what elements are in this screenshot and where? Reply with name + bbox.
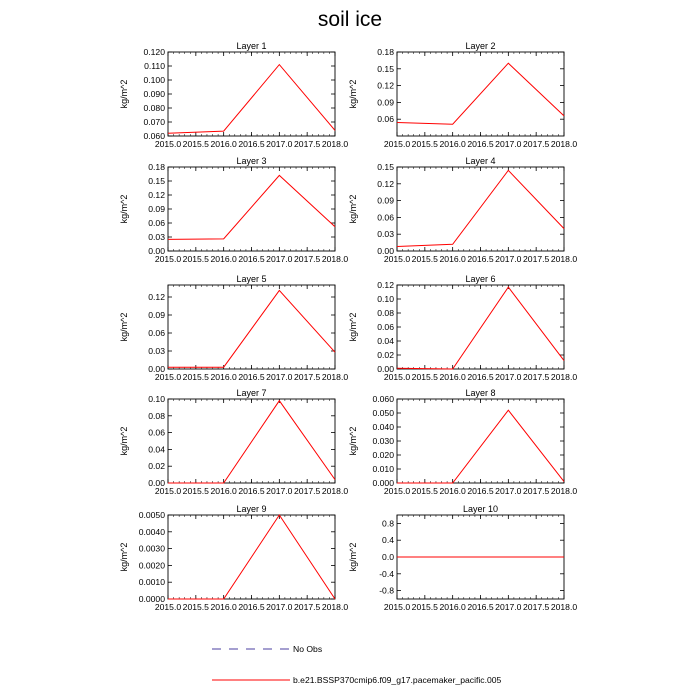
x-tick-label: 2016.0 [439,486,466,496]
panel-title: Layer 6 [465,274,496,284]
y-tick-label: 0.06 [148,427,165,438]
series-line [168,515,335,599]
y-tick-label: 0.08 [148,410,165,421]
x-tick-label: 2018.0 [321,602,349,612]
y-tick-label: 0.0010 [138,577,165,588]
y-tick-label: 0.0020 [138,560,165,571]
x-tick-label: 2017.0 [266,372,293,382]
y-tick-label: 0.0030 [138,543,165,554]
panel-9 [119,504,348,612]
x-tick-label: 2017.5 [294,602,321,612]
x-tick-label: 2015.0 [383,486,411,496]
panel-3 [119,156,348,264]
y-tick-label: 0.00 [148,364,165,374]
series-line [168,290,335,367]
y-axis-label: kg/m^2 [348,312,358,342]
x-tick-label: 2018.0 [321,139,349,149]
y-tick-label: 0.12 [148,190,165,200]
y-tick-label: 0.03 [148,346,165,356]
y-tick-label: 0.15 [377,162,394,172]
x-tick-label: 2016.0 [439,139,466,149]
x-tick-label: 2018.0 [550,139,578,149]
y-tick-label: 0.090 [143,89,165,99]
x-tick-label: 2016.5 [238,602,265,612]
y-tick-label: 0.0 [382,552,394,562]
y-tick-label: 0.02 [148,461,165,472]
plot-frame [168,167,335,251]
y-tick-label: 0.02 [377,350,394,360]
y-tick-label: 0.040 [372,422,394,432]
y-tick-label: 0.050 [372,408,394,418]
x-tick-label: 2018.0 [321,254,349,264]
x-tick-label: 2015.5 [411,139,438,149]
x-tick-label: 2015.0 [154,486,182,496]
x-tick-label: 2015.0 [154,602,182,612]
x-tick-label: 2016.5 [467,139,494,149]
x-tick-label: 2016.5 [238,486,265,496]
y-tick-label: 0.15 [377,63,394,74]
x-tick-label: 2017.5 [294,254,321,264]
panel-8 [348,388,577,496]
x-tick-label: 2018.0 [550,372,578,382]
x-tick-label: 2016.0 [210,372,237,382]
y-tick-label: 0.020 [372,450,394,460]
series-line [397,170,564,246]
y-tick-label: 0.04 [148,444,165,455]
x-tick-label: 2018.0 [321,372,349,382]
y-tick-label: 0.04 [377,336,394,346]
y-axis-label: kg/m^2 [348,194,358,224]
x-tick-label: 2017.5 [523,602,550,612]
plot-frame [397,399,564,483]
y-tick-label: 0.030 [372,436,394,446]
x-tick-label: 2015.5 [182,139,209,149]
x-tick-label: 2017.5 [294,139,321,149]
plot-frame [168,285,335,369]
plot-frame [168,52,335,136]
y-tick-label: 0.06 [377,212,394,223]
x-tick-label: 2015.0 [154,254,182,264]
x-tick-label: 2018.0 [550,486,578,496]
y-tick-label: 0.09 [148,204,165,214]
x-tick-label: 2015.5 [182,372,209,382]
panel-5 [119,274,348,382]
x-tick-label: 2016.5 [467,254,494,264]
x-tick-label: 2017.5 [294,486,321,496]
x-tick-label: 2017.0 [495,372,522,382]
x-tick-label: 2017.0 [266,486,293,496]
y-axis-label: kg/m^2 [119,426,129,456]
legend-label-no-obs: No Obs [293,644,323,654]
y-tick-label: 0.120 [143,47,165,57]
y-tick-label: 0.00 [377,246,394,256]
y-tick-label: 0.12 [377,80,394,91]
x-tick-label: 2017.5 [523,139,550,149]
x-tick-label: 2016.5 [238,254,265,264]
y-tick-label: 0.03 [377,229,394,240]
panel-title: Layer 5 [236,274,267,284]
x-tick-label: 2016.0 [210,139,237,149]
x-tick-label: 2016.0 [210,486,237,496]
series-line [168,175,335,239]
y-tick-label: 0.00 [148,478,165,488]
y-tick-label: 0.18 [148,162,165,172]
panel-title: Layer 9 [236,504,267,514]
x-tick-label: 2017.0 [495,254,522,264]
y-tick-label: 0.03 [148,232,165,242]
y-axis-label: kg/m^2 [119,542,129,572]
x-tick-label: 2017.0 [495,602,522,612]
y-tick-label: 0.060 [143,131,165,141]
y-tick-label: 0.10 [377,294,394,304]
legend [212,644,502,685]
y-tick-label: 0.09 [377,97,394,108]
x-tick-label: 2017.5 [523,486,550,496]
y-tick-label: 0.00 [377,364,394,374]
x-tick-label: 2015.5 [182,254,209,264]
panel-title: Layer 8 [465,388,496,398]
series-line [397,410,564,483]
x-tick-label: 2016.5 [467,486,494,496]
x-tick-label: 2016.0 [439,602,466,612]
y-tick-label: 0.09 [377,195,394,206]
y-tick-label: 0.060 [372,394,394,404]
x-tick-label: 2016.0 [439,372,466,382]
y-tick-label: 0.100 [143,75,165,85]
x-tick-label: 2016.5 [467,372,494,382]
y-tick-label: 0.0040 [138,526,165,537]
y-tick-label: 0.10 [148,394,165,404]
x-tick-label: 2018.0 [321,486,349,496]
legend-label-model: b.e21.BSSP370cmip6.f09_g17.pacemaker_pacific.005 [293,675,502,685]
x-tick-label: 2018.0 [550,254,578,264]
x-tick-label: 2015.5 [182,602,209,612]
y-axis-label: kg/m^2 [119,312,129,342]
x-tick-label: 2016.5 [238,372,265,382]
x-tick-label: 2015.0 [154,139,182,149]
x-tick-label: 2017.0 [266,139,293,149]
x-tick-label: 2015.0 [154,372,182,382]
x-tick-label: 2017.5 [523,254,550,264]
y-tick-label: 0.080 [143,103,165,113]
panel-7 [119,388,348,496]
x-tick-label: 2015.5 [411,372,438,382]
y-axis-label: kg/m^2 [348,79,358,109]
y-tick-label: -0.8 [379,585,394,596]
figure-title: soil ice [317,8,383,31]
y-tick-label: 0.06 [148,218,165,228]
y-tick-label: 0.4 [382,535,394,546]
x-tick-label: 2016.0 [210,254,237,264]
x-tick-label: 2016.0 [439,254,466,264]
x-tick-label: 2017.5 [523,372,550,382]
y-axis-label: kg/m^2 [348,542,358,572]
panel-1 [119,41,348,149]
x-tick-label: 2018.0 [550,602,578,612]
y-tick-label: -0.4 [379,568,394,579]
y-axis-label: kg/m^2 [119,194,129,224]
x-tick-label: 2017.0 [266,254,293,264]
y-tick-label: 0.12 [377,280,394,290]
x-tick-label: 2015.0 [383,254,411,264]
x-tick-label: 2016.5 [467,602,494,612]
y-tick-label: 0.00 [148,246,165,256]
x-tick-label: 2015.5 [182,486,209,496]
x-tick-label: 2015.5 [411,254,438,264]
y-tick-label: 0.010 [372,464,394,474]
x-tick-label: 2016.5 [238,139,265,149]
y-tick-label: 0.08 [377,308,394,318]
panel-title: Layer 10 [462,504,499,514]
series-line [397,287,564,369]
panel-4 [348,156,577,264]
y-tick-label: 0.12 [377,178,394,189]
series-line [168,65,335,134]
y-tick-label: 0.0000 [138,594,165,604]
x-tick-label: 2017.5 [294,372,321,382]
x-tick-label: 2015.5 [411,602,438,612]
x-tick-label: 2015.0 [383,602,411,612]
y-tick-label: 0.110 [144,61,165,71]
y-tick-label: 0.12 [148,292,165,302]
y-tick-label: 0.0050 [138,510,165,520]
panel-10 [348,504,577,612]
y-tick-label: 0.18 [377,47,394,57]
x-tick-label: 2015.0 [383,372,411,382]
x-tick-label: 2017.0 [495,486,522,496]
y-tick-label: 0.070 [143,117,165,127]
x-tick-label: 2015.5 [411,486,438,496]
panel-title: Layer 4 [465,156,496,166]
y-tick-label: 0.000 [372,478,394,488]
y-tick-label: 0.15 [148,176,165,186]
y-tick-label: 0.06 [377,322,394,332]
panel-title: Layer 1 [236,41,267,51]
x-tick-label: 2016.0 [210,602,237,612]
series-line [397,63,564,124]
panel-title: Layer 3 [236,156,267,166]
panel-title: Layer 2 [465,41,496,51]
x-tick-label: 2015.0 [383,139,411,149]
y-axis-label: kg/m^2 [119,79,129,109]
y-tick-label: 0.06 [377,114,394,125]
panel-title: Layer 7 [236,388,267,398]
x-tick-label: 2017.0 [266,602,293,612]
y-axis-label: kg/m^2 [348,426,358,456]
panel-6 [348,274,577,382]
plot-frame [397,167,564,251]
y-tick-label: 0.06 [148,328,165,338]
y-tick-label: 0.09 [148,310,165,320]
x-tick-label: 2017.0 [495,139,522,149]
panel-2 [348,41,577,149]
series-line [168,401,335,483]
y-tick-label: 0.8 [382,518,394,529]
